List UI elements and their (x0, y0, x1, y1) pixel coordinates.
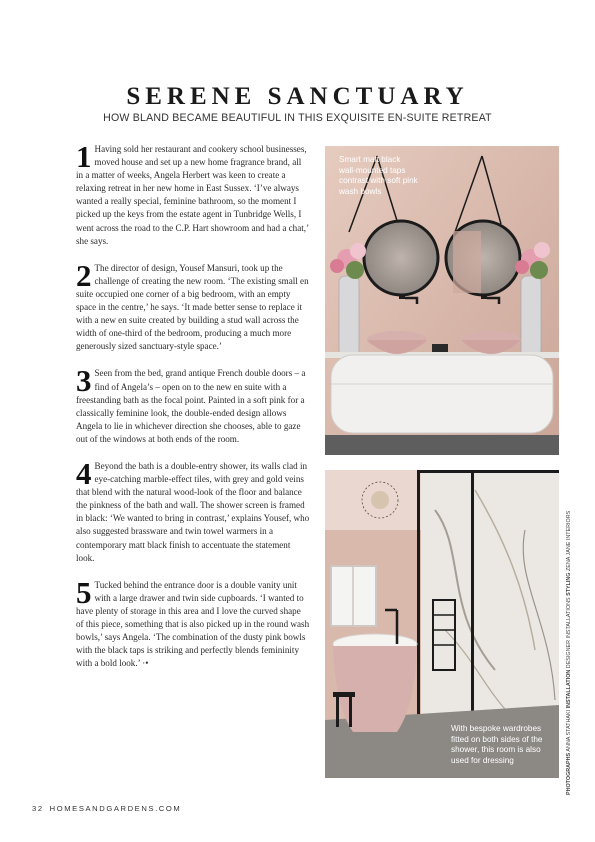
paragraph-5 (76, 574, 310, 671)
credit-photographs: ANNA STATHAKI (566, 709, 572, 752)
dropcap-1: 1 (76, 139, 92, 174)
bath-shower-photo (325, 470, 559, 778)
footer-site: HOMESANDGARDENS.COM (49, 804, 182, 813)
page-number: 32 (32, 804, 44, 813)
page-subtitle: HOW BLAND BECAME BEAUTIFUL IN THIS EXQUISITE EN-SUITE RETREAT (103, 112, 492, 124)
credit-styling: ZENA JANE INTERIORS (566, 510, 572, 572)
paragraph-3 (76, 363, 310, 446)
vanity-photo (325, 146, 559, 455)
credit-photographs-label: PHOTOGRAPHS (566, 752, 572, 795)
page-footer (32, 804, 181, 813)
paragraph-5-text: Tucked behind the entrance door is a double vanity unit with a large drawer and twin side cupboards. ‘I wanted to have plenty of storage in this area and I love the curved shape of this piece, something that is also picked up in the round wash bowls,’ says Angela. ‘The combination of the dusty pink bowls with the black taps is striking and perfectly blends femininity with a bold look.’ ·• (76, 579, 310, 669)
photo-credits (566, 510, 578, 795)
caption-bottom: With bespoke wardrobes fitted on both sides of the shower, this room is also used for dressing (451, 724, 543, 765)
dropcap-4: 4 (76, 455, 92, 491)
paragraph-4-text: Beyond the bath is a double-entry shower, its walls clad in eye-catching marble-effect tiles, with grey and gold veins that blend with the natural wood-look of the floor and balance the pinkness of the bath and wall. The shower screen is framed in black: ‘We wanted to bring in contrast,’ explains Yousef, who also suggested brassware and twin towel warmers in a contemporary matt black finish to accentuate the statement look. (76, 460, 310, 563)
paragraph-2 (76, 257, 310, 354)
credit-installation-label: INSTALLATION (566, 669, 572, 709)
page-title: SERENE SANCTUARY (126, 83, 469, 110)
caption-top: Smart matt black wall-mounted taps contrast with soft pink wash bowls (339, 155, 418, 196)
paragraph-1-text: Having sold her restaurant and cookery school businesses, moved house and set up a new home fragrance brand, all in a matter of weeks, Angela Herbert was keen to create a relaxing retreat in her new home in East Sussex. ‘I’ve always wanted a really special, feminine bathroom, so the moment I picked up the keys from the estate agent in Tunbridge Wells, I went across the road to the C.P. Hart showroom and had a chat,’ she says. (76, 144, 309, 246)
credit-installation: DESIGNER INSTALLATIONS (566, 597, 572, 669)
paragraph-1 (76, 139, 310, 248)
dropcap-2: 2 (76, 257, 92, 293)
article-body (76, 139, 310, 684)
dropcap-5: 5 (76, 574, 92, 610)
paragraph-3-text: Seen from the bed, grand antique French double doors – a find of Angela’s – open on to the new en suite with a freestanding bath as the focal point. Painted in a soft pink for a classically feminine look, the double-ended design allows Angela to lie in whichever direction she chooses, able to gaze out of the windows at both ends of the room. (76, 368, 306, 444)
paragraph-2-text: The director of design, Yousef Mansuri, took up the challenge of creating the new room. ‘The existing small en suite occupied one corner of a big bedroom, with an empty space in the centre,’ he says. ‘It made better sense to replace it with a new en suite created by building a stud wall across the width of one-third of the bedroom, producing a much more generously sized sanctuary-style space.’ (76, 262, 309, 352)
credit-styling-label: STYLING (566, 572, 572, 596)
paragraph-4 (76, 455, 310, 565)
dropcap-3: 3 (76, 363, 92, 399)
